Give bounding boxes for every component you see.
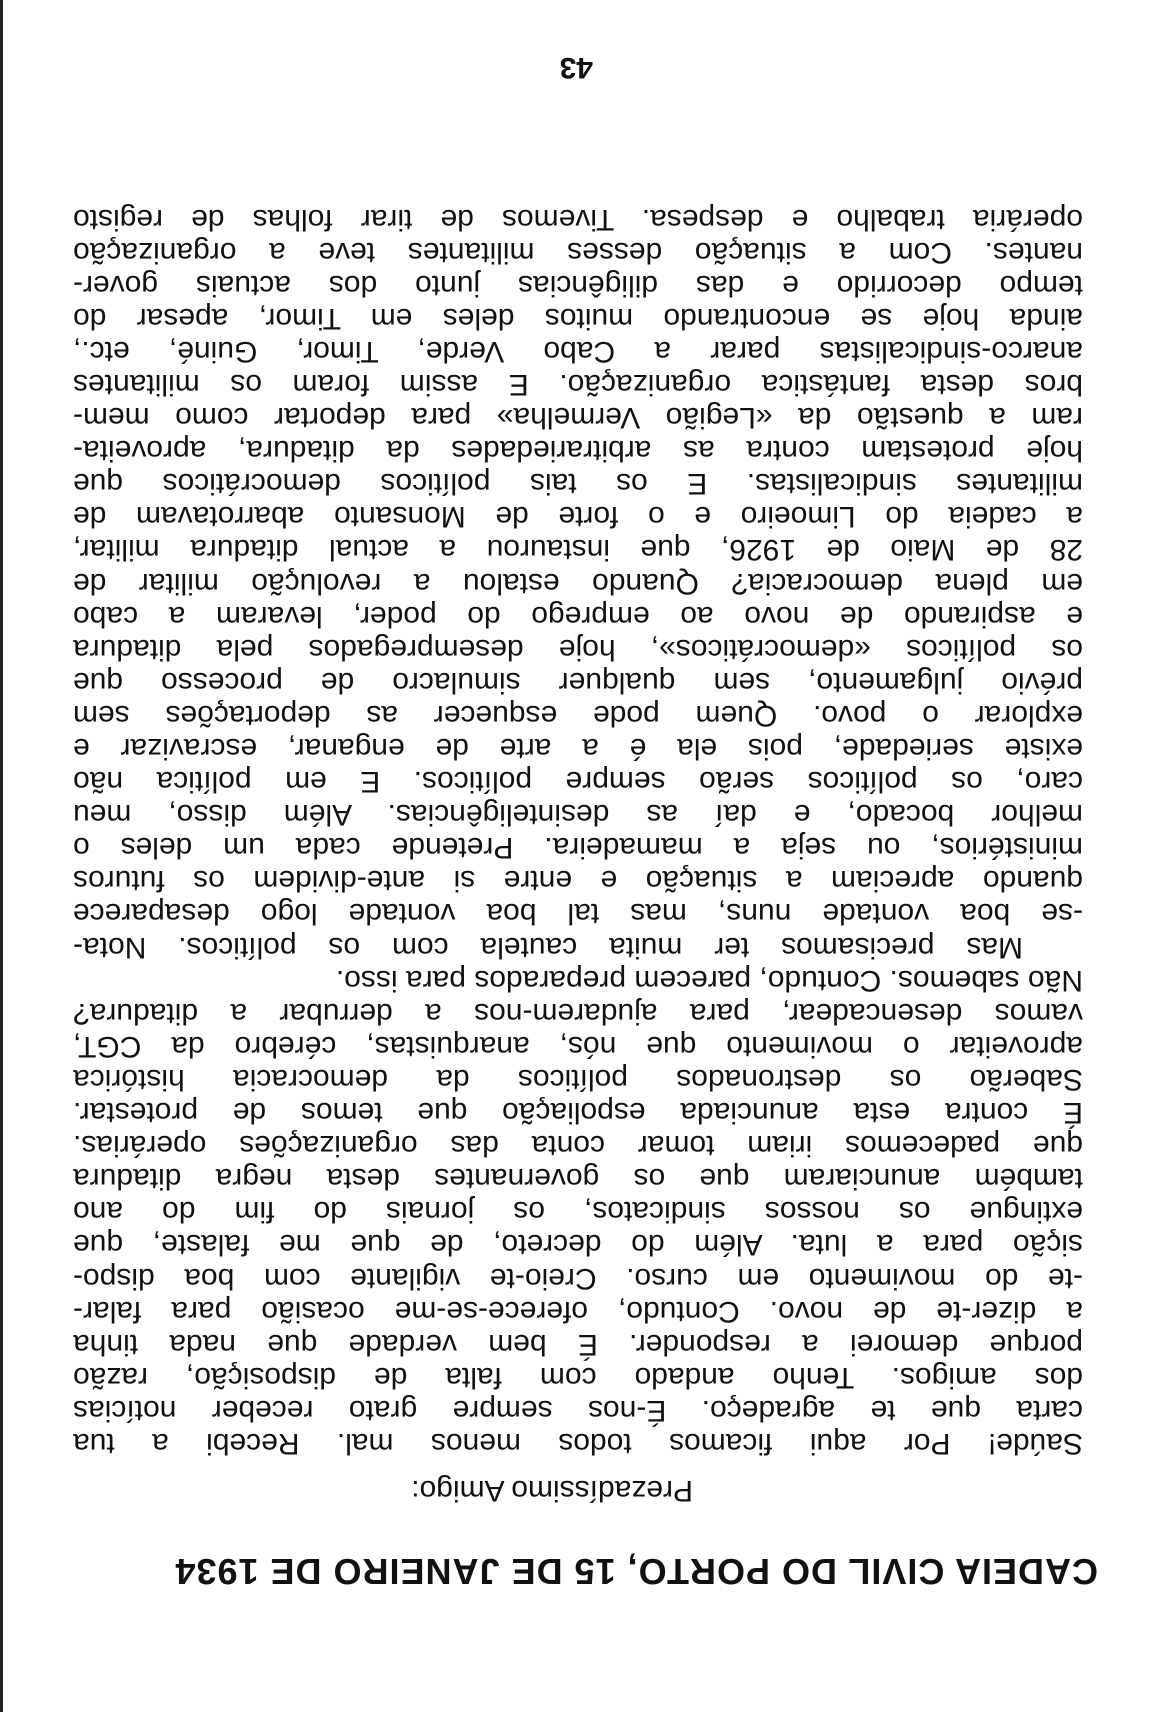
- page-number: 43: [559, 51, 593, 84]
- letter-heading: CADEIA CIVIL DO PORTO, 15 DE JANEIRO DE 1934: [174, 1551, 1098, 1592]
- body-line: os políticos «democráticos», hoje desempregados pela ditadura: [73, 632, 1083, 666]
- body-line: também anunciaram que os governantes desta negra ditadura: [73, 1162, 1083, 1196]
- body-line: bros desta fantástica organização. E assim foram os militantes: [73, 368, 1083, 401]
- body-line: prévio julgamento, sem qualquer simulacro de processo que: [73, 665, 1083, 699]
- body-line: sição para a luta. Além do decreto, de que me falaste, que: [73, 1228, 1083, 1262]
- letter-body: [73, 202, 1083, 1460]
- body-line: Não sabemos. Contudo, parecem preparados para isso.: [335, 963, 1083, 997]
- body-line: dos amigos. Tenho andado com falta de disposição, razão: [73, 1360, 1083, 1394]
- body-line: ram a questão da «Legião Vermelha» para deportar como mem-: [73, 401, 1083, 435]
- body-line: operária trabalho e despesa. Tivemos de tirar folhas de registo: [73, 202, 1083, 236]
- body-line: Saberão os destronados políticos da democracia histórica: [73, 1062, 1083, 1096]
- body-line: hoje protestam contra as arbitrariedades da ditadura, aproveita-: [73, 434, 1083, 468]
- body-line: a cadeia do Limoeiro e o forte de Monsanto abarrotavam de: [73, 500, 1083, 534]
- body-line: -te do movimento em curso. Creio-te vigilante com boa dispo-: [73, 1261, 1083, 1295]
- body-line: existe seriedade, pois ela é a arte de enganar, escravizar e: [73, 732, 1083, 766]
- body-line: e aspirando de novo ao emprego do poder, levaram a cabo: [73, 599, 1083, 633]
- body-line: que padecemos iriam tomar conta das organizações operárias.: [73, 1129, 1083, 1163]
- body-line: melhor bocado, e daí as desinteligências. Além disso, meu: [73, 798, 1083, 832]
- body-line: vamos desencadear, para ajudarem-nos a derrubar a ditadura?: [73, 996, 1083, 1030]
- body-line: extingue os nossos sindicatos, os jornais do fim do ano: [73, 1195, 1083, 1229]
- body-line: ainda hoje se encontrando muitos deles em Timor, apesar do: [73, 301, 1083, 335]
- body-line: a dizer-te de novo. Contudo, oferece-se-me ocasião para falar-: [73, 1294, 1083, 1328]
- body-line: em plena democracia? Quando estalou a revolução militar de: [73, 566, 1083, 600]
- body-line: caro, os políticos serão sempre políticos. E em política não: [73, 765, 1083, 799]
- body-line: Saúde! Por aqui ficamos todos menos mal. Recebi a tua: [73, 1427, 1083, 1460]
- salutation: Prezadíssimo Amigo:: [411, 1474, 693, 1507]
- body-line: ministérios, ou seja a mamadeira. Pretende cada um deles o: [73, 831, 1083, 865]
- body-line: É contra esta anunciada espoliação que temos de protestar.: [73, 1096, 1083, 1130]
- body-line: -se boa vontade nuns, mas tal boa vontade logo desaparece: [73, 897, 1083, 931]
- body-line: nantes. Com a situação desses militantes teve a organização: [73, 235, 1083, 269]
- body-line: anarco-sindicalistas parar a Cabo Verde, Timor, Guiné, etc.,: [73, 334, 1083, 368]
- body-line: quando apreciam a situação e entre si ante-dividem os futuros: [73, 864, 1083, 898]
- page-edge-line: [0, 0, 3, 1712]
- body-line: aproveitar o movimento que nós, anarquistas, cérebro da CGT,: [73, 1029, 1083, 1063]
- body-line: Mas precisamos ter muita cautela com os políticos. Nota-: [73, 930, 1023, 964]
- body-line: porque demorei a responder. É bem verdade que nada tinha: [73, 1327, 1083, 1361]
- body-line: militantes sindicalistas. E os tais políticos democráticos que: [73, 467, 1083, 501]
- body-line: carta que te agradeço. É-nos sempre grato receber notícias: [73, 1393, 1083, 1427]
- body-line: explorar o povo. Quem pode esquecer as deportações sem: [73, 698, 1083, 732]
- body-line: 28 de Maio de 1926, que instaurou a actual ditadura militar,: [73, 533, 1083, 567]
- body-line: tempo decorrido e das diligências junto dos actuais gover-: [73, 268, 1083, 302]
